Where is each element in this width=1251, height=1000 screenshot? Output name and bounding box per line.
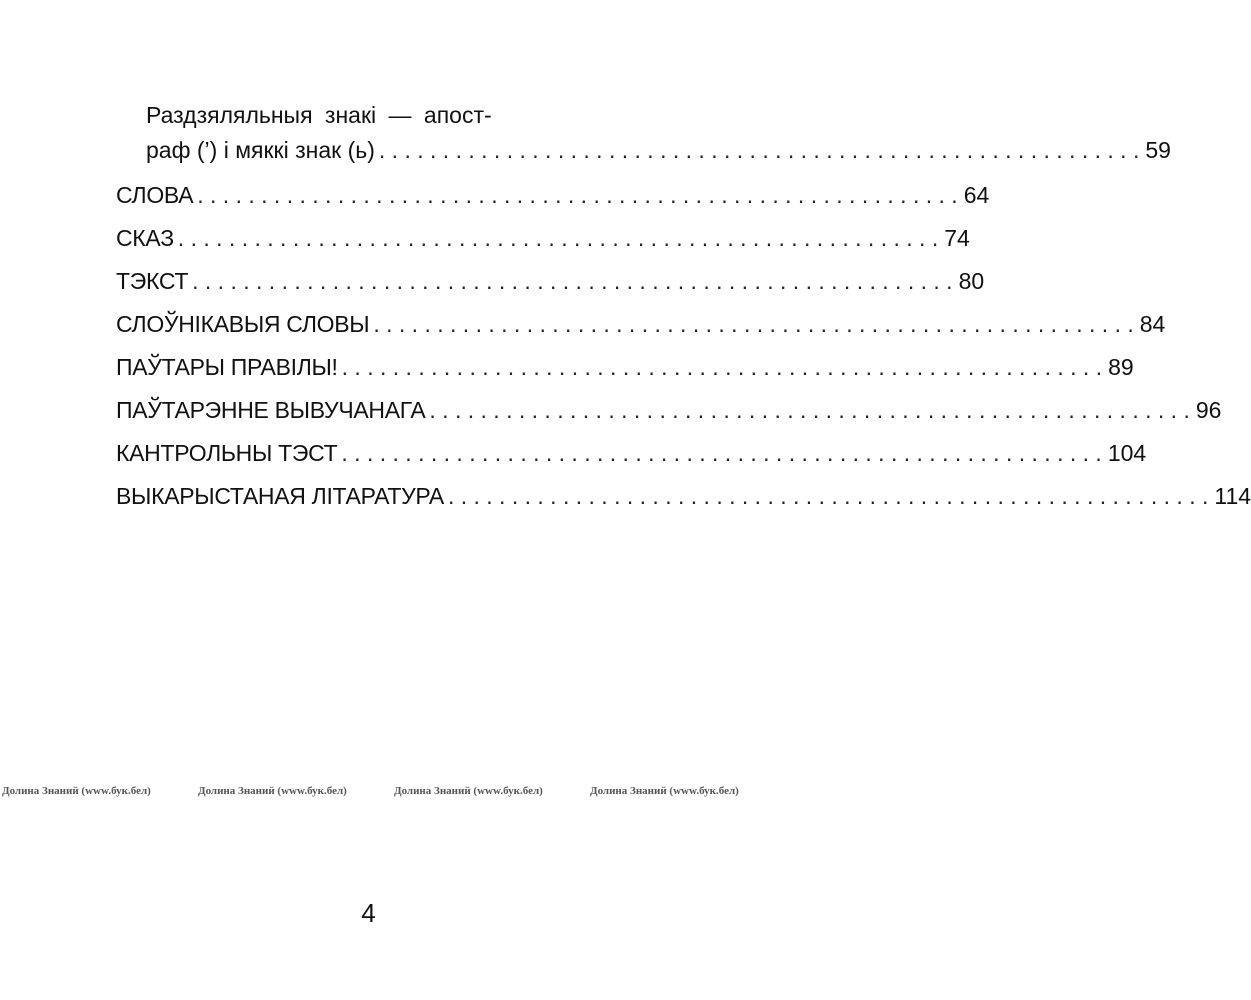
toc-entry-row (146, 132, 1171, 168)
toc-entry-title-line1: Раздзяляльныя знакі — апост- (146, 102, 492, 128)
dot-leader (341, 434, 1101, 472)
toc-page-number: 74 (944, 225, 970, 251)
toc-entry-title: СКАЗ (116, 225, 174, 251)
toc-entry-separators (116, 98, 1171, 168)
toc-entry-title-line2: раф (’) і мяккі знак (ь) (146, 137, 375, 163)
toc-entry-title: ПАЎТАРЫ ПРАВІЛЫ! (116, 354, 338, 380)
toc-entry-kantrolny-test (116, 434, 1147, 472)
toc-page-number: 114 (1214, 483, 1251, 509)
watermark-text: Долина Знаний (www.бук.бел) (590, 785, 739, 797)
toc-page-number: 84 (1139, 311, 1166, 337)
toc-entry-title: ВЫКАРЫСТАНАЯ ЛІТАРАТУРА (116, 483, 444, 509)
dot-leader (342, 348, 1102, 386)
watermark-text: Долина Знаний (www.бук.бел) (394, 785, 543, 797)
dot-leader (178, 219, 938, 257)
toc-entry-title: КАНТРОЛЬНЫ ТЭСТ (116, 440, 338, 466)
watermark-text: Долина Знаний (www.бук.бел) (198, 785, 347, 797)
toc-entry-title: ТЭКСТ (116, 268, 189, 294)
toc-entry-vykarystanaya-litaratura (116, 477, 1251, 515)
dot-leader (192, 262, 952, 300)
toc-entry-slova (116, 176, 990, 214)
toc-entry-title: СЛОЎНІКАВЫЯ СЛОВЫ (116, 311, 370, 337)
toc-page-number: 80 (958, 268, 985, 294)
toc-page-number: 104 (1107, 440, 1147, 466)
toc-page-number: 96 (1195, 397, 1222, 423)
dot-leader (448, 477, 1208, 515)
toc-entry-skaz (116, 219, 970, 257)
toc-entry-tekst (116, 262, 985, 300)
table-of-contents (116, 98, 1251, 520)
dot-leader (197, 176, 957, 214)
dot-leader (379, 132, 1139, 168)
watermark-strip (0, 785, 739, 805)
toc-page-number: 59 (1145, 137, 1171, 163)
toc-page-number: 89 (1108, 354, 1134, 380)
toc-entry-title: СЛОВА (116, 182, 194, 208)
toc-entry-pautary-pravily (116, 348, 1134, 386)
dot-leader (429, 391, 1189, 429)
toc-entry-slounikavyya-slovy (116, 305, 1166, 343)
toc-entry-pautarenne-vyvuchanaga (116, 391, 1222, 429)
watermark-text: Долина Знаний (www.бук.бел) (2, 785, 151, 797)
dot-leader (373, 305, 1133, 343)
toc-entry-title: ПАЎТАРЭННЕ ВЫВУЧАНАГА (116, 397, 426, 423)
toc-page-number: 64 (963, 182, 990, 208)
page-number: 4 (361, 898, 376, 928)
